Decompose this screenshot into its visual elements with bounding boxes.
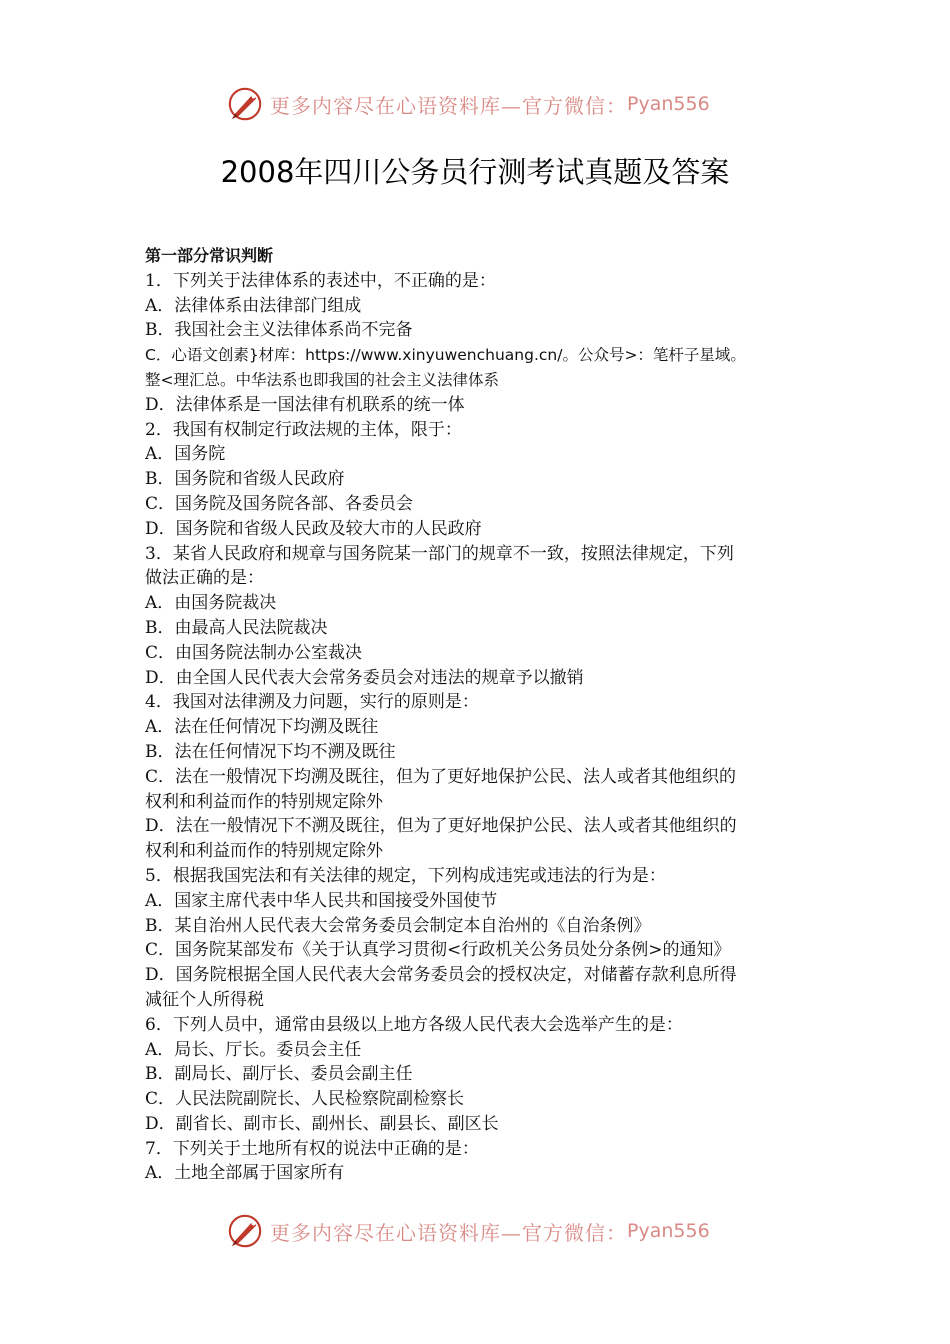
text-line: A．土地全部属于国家所有	[145, 1163, 345, 1184]
text-line: 4．我国对法律溯及力问题，实行的原则是：	[145, 692, 479, 713]
text-line: B．法在任何情况下均不溯及既往	[145, 741, 396, 762]
text-line: D．由全国人民代表大会常务委员会对违法的规章予以撤销	[145, 667, 584, 688]
text-line: 6．下列人员中，通常由县级以上地方各级人民代表大会选举产生的是：	[145, 1014, 683, 1035]
watermark-text: 更多内容尽在心语资料库—官方微信：	[270, 1220, 627, 1245]
text-line: D．副省长、副市长、副州长、副县长、副区长	[145, 1113, 499, 1134]
text-line: 1．下列关于法律体系的表述中，不正确的是：	[145, 270, 496, 291]
text-line: D．国务院和省级人民政及较大市的人民政府	[145, 518, 482, 539]
pen-nib-logo-icon	[226, 85, 264, 123]
text-line: B．副局长、副厅长、委员会副主任	[145, 1064, 413, 1085]
text-line: 权利和利益而作的特别规定除外	[145, 791, 383, 812]
watermark-wechat-id: Pyan556	[627, 93, 710, 115]
text-line: 7．下列关于土地所有权的说法中正确的是：	[145, 1138, 479, 1159]
watermark-wechat-id: Pyan556	[627, 1220, 710, 1242]
text-line: D．法在一般情况下不溯及既往，但为了更好地保护公民、法人或者其他组织的	[145, 816, 737, 837]
text-line: C．人民法院副院长、人民检察院副检察长	[145, 1089, 465, 1110]
text-line: C．由国务院法制办公室裁决	[145, 642, 363, 663]
text-line: B．国务院和省级人民政府	[145, 469, 345, 490]
pen-nib-logo-icon	[226, 1212, 264, 1250]
header-watermark	[226, 84, 746, 124]
text-line: 做法正确的是：	[145, 568, 264, 589]
text-line: A．由国务院裁决	[145, 593, 277, 614]
text-line: C．国务院及国务院各部、各委员会	[145, 493, 414, 514]
text-line: 减征个人所得税	[145, 989, 264, 1010]
text-line: 5．根据我国宪法和有关法律的规定，下列构成违宪或违法的行为是：	[145, 865, 666, 886]
watermark-text: 更多内容尽在心语资料库—官方微信：	[270, 93, 627, 118]
text-line: 整<理汇总。中华法系也即我国的社会主义法律体系	[145, 370, 499, 389]
text-line: A．法律体系由法律部门组成	[145, 295, 362, 316]
text-line: B．由最高人民法院裁决	[145, 617, 328, 638]
footer-watermark	[226, 1211, 746, 1251]
text-line: A．国家主席代表中华人民共和国接受外国使节	[145, 890, 498, 911]
text-line: 权利和利益而作的特别规定除外	[145, 841, 383, 862]
text-line: A．法在任何情况下均溯及既往	[145, 717, 379, 738]
text-line: A．国务院	[145, 444, 226, 465]
text-line: B．某自治州人民代表大会常务委员会制定本自治州的《自治条例》	[145, 915, 651, 936]
text-line: C．心语文创素}材库：https://www.xinyuwenchuang.cn/。公众号>：笔杆子星域。	[145, 346, 746, 365]
text-line: 3．某省人民政府和规章与国务院某一部门的规章不一致，按照法律规定，下列	[145, 543, 734, 564]
text-line: B．我国社会主义法律体系尚不完备	[145, 320, 413, 341]
document-title: 2008年四川公务员行测考试真题及答案	[220, 155, 730, 189]
text-line: A．局长、厅长。委员会主任	[145, 1039, 362, 1060]
text-line: 2．我国有权制定行政法规的主体，限于：	[145, 419, 462, 440]
document-body	[145, 244, 815, 1186]
text-line: C．法在一般情况下均溯及既往，但为了更好地保护公民、法人或者其他组织的	[145, 766, 737, 787]
text-line: C．国务院某部发布《关于认真学习贯彻<行政机关公务员处分条例>的通知》	[145, 940, 731, 961]
text-line: D．国务院根据全国人民代表大会常务委员会的授权决定，对储蓄存款利息所得	[145, 965, 737, 986]
section-heading: 第一部分常识判断	[145, 246, 274, 265]
text-line: D．法律体系是一国法律有机联系的统一体	[145, 394, 465, 415]
